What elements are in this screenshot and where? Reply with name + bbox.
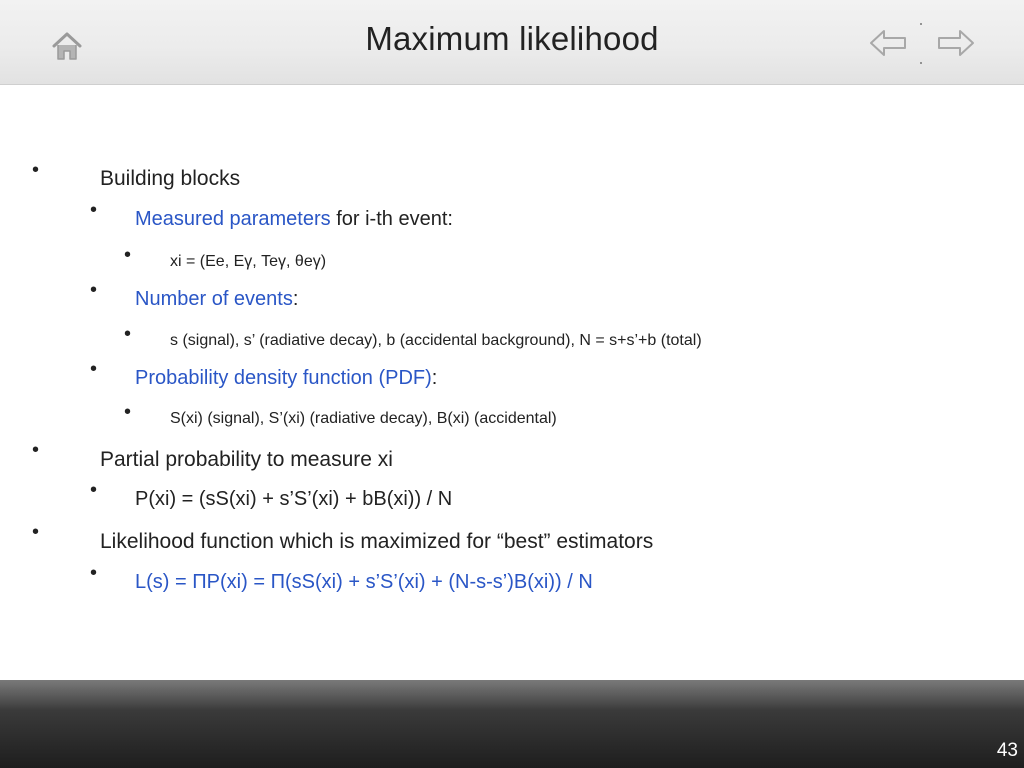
bullet: •	[124, 323, 132, 345]
bullet-partial-probability: Partial probability to measure xi	[100, 448, 393, 471]
bullet-measured-parameters	[135, 208, 453, 231]
partial-probability-formula: P(xi) = (sS(xi) + s’S’(xi) + bB(xi)) / N	[135, 488, 453, 510]
page-number: 43	[996, 740, 1018, 761]
likelihood-formula: L(s) = ΠP(xi) = Π(sS(xi) + s’S’(xi) + (N-s-s’)B(xi)) / N	[135, 571, 593, 593]
bullet: •	[90, 358, 98, 380]
pdf-detail: S(xi) (signal), S’(xi) (radiative decay), B(xi) (accidental)	[170, 410, 557, 427]
dot-divider	[920, 23, 922, 25]
bullet: •	[32, 439, 40, 461]
bullet: •	[32, 521, 40, 543]
bullet-number-of-events	[135, 288, 298, 311]
arrow-right-icon[interactable]	[936, 28, 976, 58]
number-of-events-label: Number of events	[135, 288, 293, 310]
bullet: •	[124, 244, 132, 266]
bullet: •	[90, 479, 98, 501]
slide-header	[0, 0, 1024, 85]
bullet: •	[124, 401, 132, 423]
dot-divider	[920, 62, 922, 64]
slide-footer	[0, 680, 1024, 768]
pdf-label: Probability density function (PDF)	[135, 367, 432, 389]
number-of-events-suffix: :	[292, 288, 299, 310]
footer-sheen	[0, 680, 1024, 710]
bullet-pdf	[135, 367, 437, 390]
bullet: •	[90, 199, 98, 221]
pdf-suffix: :	[431, 367, 438, 389]
number-of-events-detail: s (signal), s’ (radiative decay), b (accidental background), N = s+s’+b (total)	[170, 332, 702, 349]
measured-parameters-suffix: for i-th event:	[330, 208, 453, 230]
measured-parameters-detail: xi = (Ee, Eγ, Teγ, θeγ)	[170, 253, 327, 270]
slide-title: Maximum likelihood	[365, 20, 659, 57]
bullet: •	[90, 562, 98, 584]
bullet-likelihood-function: Likelihood function which is maximized for “best” estimators	[100, 530, 654, 553]
bullet: •	[32, 159, 40, 181]
bullet-building-blocks: Building blocks	[100, 167, 241, 190]
bullet: •	[90, 279, 98, 301]
measured-parameters-label: Measured parameters	[135, 208, 331, 230]
arrow-left-icon[interactable]	[868, 28, 908, 58]
